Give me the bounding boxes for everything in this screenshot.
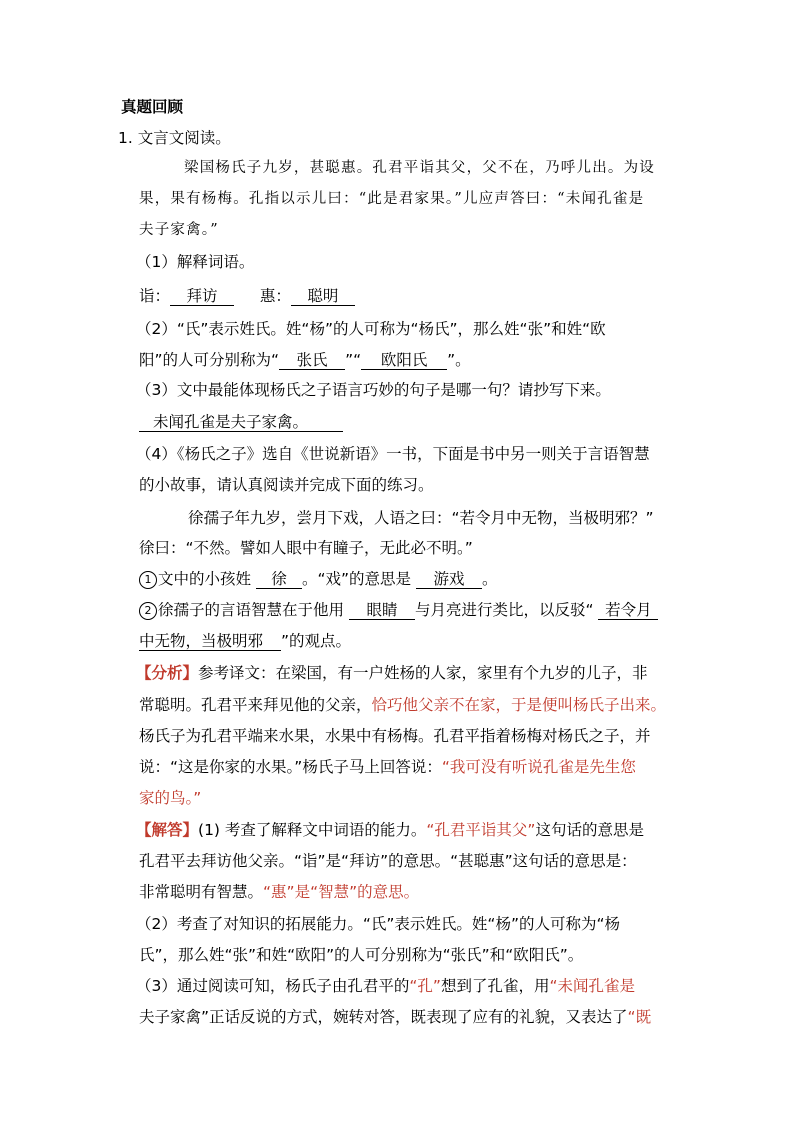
question-number: 1. xyxy=(118,129,133,147)
q4-sub2-line-1: 2 徐孺子的言语智慧在于他用 眼睛 与月亮进行类比，以反驳“ 若令月 xyxy=(139,600,658,620)
q4-sub1-answer1: 徐 xyxy=(256,571,302,589)
analysis-line-2: 常聪明。孔君平来拜见他的父亲，恰巧他父亲不在家，于是便叫杨氏子出来。 xyxy=(139,696,667,714)
q4-sub1: 1 文中的小孩姓 徐 。“戏”的意思是 游戏 。 xyxy=(139,569,497,589)
solution-line-4: （2）考查了对知识的拓展能力。“氏”表示姓氏。姓“杨”的人可称为“杨 xyxy=(136,915,621,933)
q3-answer: 未闻孔雀是夫子家禽。 xyxy=(139,414,343,432)
q1-answer2: 聪明 xyxy=(291,288,355,306)
q4-sub2-answer2a: 若令月 xyxy=(598,602,658,620)
q2-answer2: 欧阳氏 xyxy=(361,352,447,370)
solution-line-2: 孔君平去拜访他父亲。“诣”是“拜访”的意思。“甚聪惠”这句话的意思是： xyxy=(139,852,637,870)
circled-number-1: 1 xyxy=(139,571,157,589)
q2-line-2: 阳”的人可分别称为“ 张氏 ”“ 欧阳氏 ”。 xyxy=(139,351,471,369)
story-line-1: 徐孺子年九岁，尝月下戏，人语之曰：“若令月中无物，当极明邪？” xyxy=(188,509,654,527)
analysis-line-3: 杨氏子为孔君平端来水果，水果中有杨梅。孔君平指着杨梅对杨氏之子，并 xyxy=(139,727,651,745)
q1-word1: 诣： xyxy=(139,287,171,305)
solution-line-5: 氏”，那么姓“张”和姓“欧阳”的人可分别称为“张氏”和“欧阳氏”。 xyxy=(139,946,584,964)
q4-sub2-line-2: 中无物，当极明邪 ”的观点。 xyxy=(139,632,352,650)
passage-line-1: 梁国杨氏子九岁，甚聪惠。孔君平诣其父，父不在，乃呼儿出。为设 xyxy=(184,160,655,176)
q2-line-1: （2）“氏”表示姓氏。姓“杨”的人可称为“杨氏”，那么姓“张”和姓“欧 xyxy=(136,320,606,338)
solution-tag: 【解答】 xyxy=(136,821,199,839)
q1-label: （1）解释词语。 xyxy=(136,253,255,271)
q4-line-1: （4）《杨氏之子》选自《世说新语》一书，下面是书中另一则关于言语智慧 xyxy=(136,445,650,463)
q2-answer1: 张氏 xyxy=(279,352,345,370)
q4-sub1-answer2: 游戏 xyxy=(416,571,482,589)
solution-line-6: （3）通过阅读可知，杨氏子由孔君平的“孔”想到了孔雀，用“未闻孔雀是 xyxy=(136,977,635,995)
circled-number-2: 2 xyxy=(139,602,157,620)
analysis-line-5: 家的鸟。” xyxy=(139,789,202,807)
analysis-tag: 【分析】 xyxy=(136,664,199,682)
story-line-2: 徐曰：“不然。譬如人眼中有瞳子，无此必不明。” xyxy=(139,539,473,557)
q4-sub2-answer1: 眼睛 xyxy=(349,602,415,620)
analysis-line-1: 【分析】参考译文：在梁国，有一户姓杨的人家，家里有个九岁的儿子，非 xyxy=(136,664,648,682)
q3-answer-line xyxy=(139,412,343,432)
q1-word2: 惠： xyxy=(259,287,291,305)
q1-answer1: 拜访 xyxy=(170,288,234,306)
passage-line-3: 夫子家禽。” xyxy=(139,222,219,238)
solution-line-3: 非常聪明有智慧。“惠”是“智慧”的意思。 xyxy=(139,883,420,901)
solution-line-1: 【解答】(1) 考查了解释文中词语的能力。“孔君平诣其父”这句话的意思是 xyxy=(136,821,644,839)
analysis-line-4: 说：“这是你家的水果。”杨氏子马上回答说：“我可没有听说孔雀是先生您 xyxy=(139,758,636,776)
question-title: 文言文阅读。 xyxy=(137,129,231,147)
question-heading xyxy=(118,128,231,148)
q4-line-2: 的小故事，请认真阅读并完成下面的练习。 xyxy=(139,476,434,494)
solution-line-7: 夫子家禽”正话反说的方式，婉转对答，既表现了应有的礼貌，又表达了“既 xyxy=(139,1008,652,1026)
passage-line-2: 果，果有杨梅。孔指以示儿曰：“此是君家果。”儿应声答曰：“未闻孔雀是 xyxy=(139,191,645,207)
q1-answers xyxy=(139,286,355,306)
section-title: 真题回顾 xyxy=(121,98,184,116)
q3-line-1: （3）文中最能体现杨氏之子语言巧妙的句子是哪一句？请抄写下来。 xyxy=(136,381,611,399)
q4-sub2-answer2b: 中无物，当极明邪 xyxy=(139,633,281,651)
